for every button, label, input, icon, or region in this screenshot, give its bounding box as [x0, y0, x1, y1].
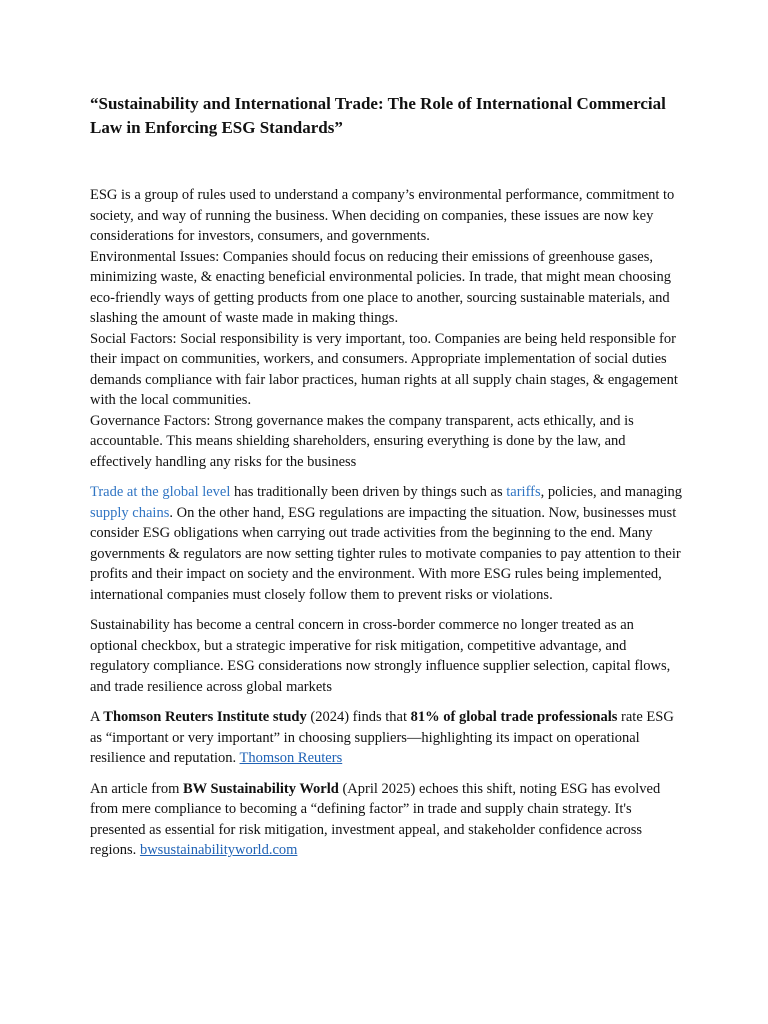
thomson-text-rest: rate ESG as “important or very important” in choosing suppliers—highlighting its impact on operational resilience and reputation. — [90, 709, 674, 766]
supply-chains-link[interactable]: supply chains — [90, 504, 170, 521]
document-title: “Sustainability and International Trade: The Role of International Commercial Law in Enforcing ESG Standards” — [90, 94, 666, 137]
tariffs-link[interactable]: tariffs — [506, 484, 541, 500]
thomson-text-a: A — [90, 709, 104, 725]
trade-text-1: has traditionally been driven by things such as — [230, 484, 507, 500]
thomson-reuters-link[interactable]: Thomson Reuters — [239, 750, 343, 766]
thomson-reuters-paragraph — [90, 707, 682, 769]
trade-text-3: . On the other hand, ESG regulations are impacting the situation. Now, businesses must consider ESG obligations when carrying out trade activities from the beginning to the end. Many governments & regulators are now setting tighter rules to motivate companies to pay attention to their profits and their impact on society and the environment. With more ESG rules being implemented, international companies must closely follow them to prevent risks or violations. — [90, 504, 681, 603]
bw-sustainability-link[interactable]: bwsustainabilityworld.com — [139, 842, 298, 858]
thomson-study-bold: Thomson Reuters Institute study — [103, 709, 307, 725]
bw-text-a: An article from — [90, 780, 184, 797]
trade-professionals-stat: 81% of global trade professionals — [410, 709, 618, 725]
thomson-text-year: (2024) finds that — [306, 709, 411, 725]
bw-sustainability-paragraph — [90, 779, 682, 861]
environmental-issues-text: Environmental Issues: Companies should focus on reducing their emissions of greenhouse gases, minimizing waste, & enacting beneficial environmental policies. In trade, that might mean choosing eco-friendly ways of getting products from one place to another, sourcing sustainable materials, and slashing the amount of waste made in making things. — [90, 248, 672, 326]
esg-definition-text: ESG is a group of rules used to understand a company’s environmental performance, commitment to society, and way of running the business. When deciding on companies, these issues are now key considerations for investors, consumers, and governments. — [90, 187, 675, 244]
sustainability-paragraph: Sustainability has become a central concern in cross-border commerce no longer treated as an optional checkbox, but a strategic imperative for risk mitigation, competitive advantage, and regulatory compliance. ESG considerations now strongly influence supplier selection, capital flows, and trade resilience across global markets — [90, 617, 671, 695]
global-level-link[interactable]: Trade at the global level — [90, 484, 231, 500]
document-body — [90, 92, 682, 861]
trade-text-2: , policies, and managing — [540, 484, 682, 500]
governance-factors-text: Governance Factors: Strong governance makes the company transparent, acts ethically, and is accountable. This means shielding shareholders, ensuring everything is done by the law, and effectively handling any risks for the business — [90, 412, 634, 470]
bw-source-bold: BW Sustainability World — [183, 780, 339, 797]
bw-text-rest: (April 2025) echoes this shift, noting ESG has evolved from mere compliance to becoming a “defining factor” in trade and supply chain strategy. It's presented as essential for risk mitigation, investment appeal, and stakeholder confidence across regions. — [90, 780, 661, 858]
trade-paragraph — [90, 482, 682, 605]
social-factors-text: Social Factors: Social responsibility is very important, too. Companies are being held responsible for their impact on communities, workers, and consumers. Appropriate implementation of social duties demands compliance with fair labor practices, human rights at all supply chain stages, & engagement with the local communities. — [90, 330, 678, 408]
intro-section — [90, 185, 682, 472]
